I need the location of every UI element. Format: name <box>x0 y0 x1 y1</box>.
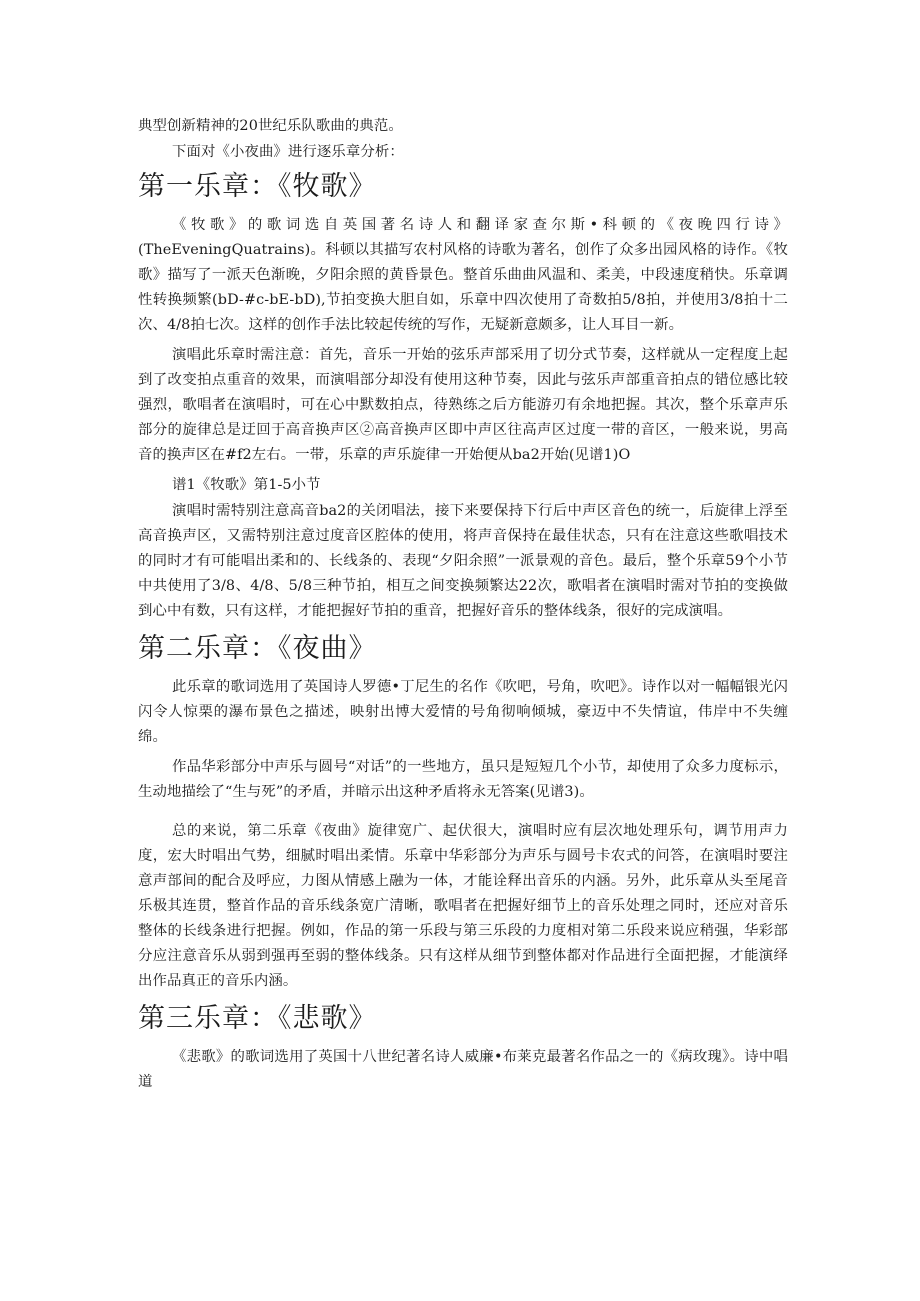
paragraph-nocturne-lyrics: 此乐章的歌词选用了英国诗人罗德•丁尼生的名作《吹吧，号角，吹吧》。诗作以对一幅幅银光闪闪令人惊栗的瀑布景色之描述，映射出博大爱情的号角彻响倾城，豪迈中不失情谊，伟岸中不失缠绵。 <box>138 679 788 745</box>
paragraph-elegy-lyrics: 《悲歌》的歌词选用了英国十八世纪著名诗人威廉•布莱克最著名作品之一的《病玫瑰》。诗中唱道 <box>138 1049 788 1090</box>
paragraph-pastoral-lyrics: 《牧歌》的歌词选自英国著名诗人和翻译家查尔斯•科顿的《夜晚四行诗》(TheEveningQuatrains)。科顿以其描写农村风格的诗歌为著名，创作了众多出园风格的诗作。《牧歌》描写了一派天色渐晚，夕阳余照的黄昏景色。整首乐曲曲风温和、柔美，中段速度稍快。乐章调性转换频繁(bD-#c-bE-bD),节拍变换大胆自如，乐章中四次使用了奇数拍5/8拍，并使用3/8拍十二次、4/8拍七次。这样的创作手法比较起传统的写作，无疑新意颇多，让人耳目一新。 <box>138 217 788 333</box>
paragraph-analysis-lead: 下面对《小夜曲》进行逐乐章分析： <box>172 144 404 160</box>
score-caption-1: 谱1《牧歌》第1-5小节 <box>172 477 321 493</box>
paragraph-pastoral-technique: 演唱时需特别注意高音ba2的关闭唱法，接下来要保持下行后中声区音色的统一，后旋律上浮至高音换声区，又需特别注意过度音区腔体的使用，将声音保持在最佳状态，只有在注意这些歌唱技术的同时才有可能唱出柔和的、长线条的、表现“夕阳余照”一派景观的音色。最后，整个乐章59个小节中共使用了3/8、4/8、5/8三种节拍，相互之间变换频繁达22次，歌唱者在演唱时需对节拍的变换做到心中有数，只有这样，才能把握好节拍的重音，把握好音乐的整体线条，很好的完成演唱。 <box>138 503 788 619</box>
paragraph-nocturne-summary: 总的来说，第二乐章《夜曲》旋律宽广、起伏很大，演唱时应有层次地处理乐句，调节用声力度，宏大时唱出气势，细腻时唱出柔情。乐章中华彩部分为声乐与圆号卡农式的问答，在演唱时要注意声部间的配合及呼应，力图从情感上融为一体，才能诠释出音乐的内涵。另外，此乐章从头至尾音乐极其连贯，整首作品的音乐线条宽广清晰，歌唱者在把握好细节上的音乐处理之同时，还应对音乐整体的长线条进行把握。例如，作品的第一乐段与第三乐段的力度相对第二乐段来说应稍强，华彩部分应注意音乐从弱到强再至弱的整体线条。只有这样从细节到整体都对作品进行全面把握，才能演绎出作品真正的音乐内涵。 <box>138 823 788 989</box>
heading-movement-2: 第二乐章：《夜曲》 <box>138 633 377 664</box>
document-page <box>138 114 788 1100</box>
heading-movement-3: 第三乐章：《悲歌》 <box>138 1003 377 1034</box>
paragraph-intro-end: 典型创新精神的20世纪乐队歌曲的典范。 <box>138 118 403 134</box>
paragraph-nocturne-cadenza: 作品华彩部分中声乐与圆号“对话”的一些地方，虽只是短短几个小节，却使用了众多力度标示，生动地描绘了“生与死”的矛盾，并暗示出这种矛盾将永无答案(见谱3)。 <box>138 759 788 800</box>
paragraph-pastoral-singing: 演唱此乐章时需注意：首先，音乐一开始的弦乐声部采用了切分式节奏，这样就从一定程度上起到了改变拍点重音的效果，而演唱部分却没有使用这种节奏，因此与弦乐声部重音拍点的错位感比较强烈，歌唱者在演唱时，可在心中默数拍点，待熟练之后方能游刃有余地把握。其次，整个乐章声乐部分的旋律总是迂回于高音换声区②高音换声区即中声区往高声区过度一带的音区，一般来说，男高音的换声区在#f2左右。一带，乐章的声乐旋律一开始便从ba2开始(见谱1)O <box>138 347 788 463</box>
heading-movement-1: 第一乐章：《牧歌》 <box>138 171 377 202</box>
